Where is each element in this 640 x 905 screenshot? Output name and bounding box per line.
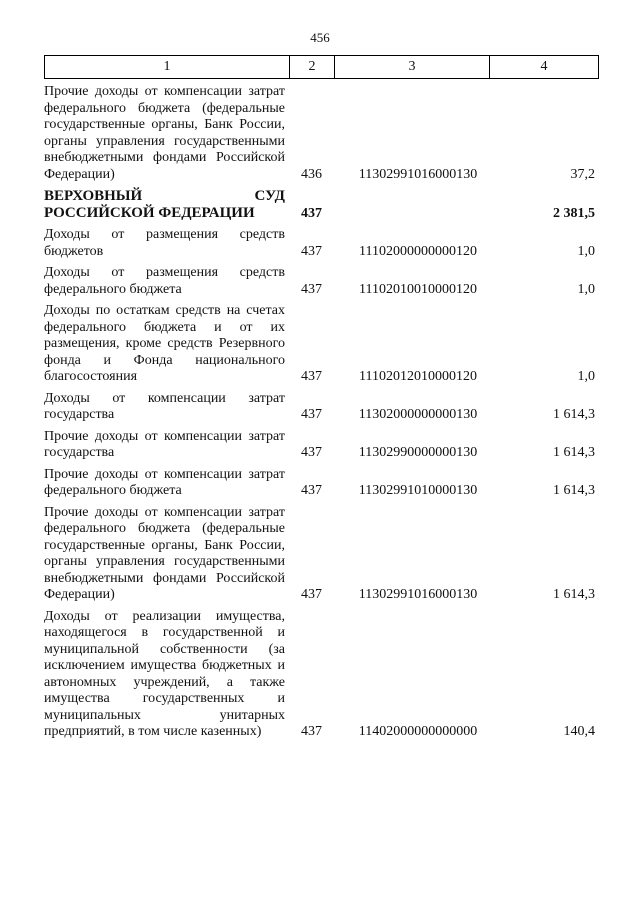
table-body (44, 84, 599, 746)
table-row (44, 227, 599, 260)
row-value: 1,0 (577, 369, 595, 384)
row-value: 37,2 (570, 166, 595, 182)
table-row (44, 265, 599, 298)
row-value: 1 614,3 (553, 483, 595, 498)
table-row (44, 303, 599, 386)
row-budget-code: 11302000000000130 (358, 407, 478, 422)
row-name: Доходы по остаткам средств на счетах федерального бюджета и от их размещения, кроме средств Резервного фонда и Фонда национального благосостояния (44, 303, 285, 384)
row-name: Доходы от размещения средств бюджетов (44, 227, 285, 259)
row-admin-code: 437 (301, 587, 322, 602)
row-name: Доходы от компенсации затрат государства (44, 390, 285, 422)
row-budget-code: 11302991016000130 (358, 166, 478, 182)
row-value: 1 614,3 (553, 445, 595, 460)
row-name: Доходы от реализации имущества, находящегося в государственной и муниципальной собственности (за исключением имущества бюджетных и автономных учреждений, а также имущества государственных и муниципальных унитарных предприятий, в том числе казенных) (44, 608, 285, 739)
header-col-4: 4 (540, 59, 548, 74)
table-row (44, 188, 599, 222)
row-budget-code: 11102010010000120 (359, 281, 477, 297)
row-budget-code: 11402000000000000 (358, 724, 478, 739)
row-name: ВЕРХОВНЫЙ СУД РОССИЙСКОЙ ФЕДЕРАЦИИ (44, 188, 285, 221)
row-budget-code: 11302990000000130 (358, 445, 478, 460)
header-col-2: 2 (290, 56, 335, 78)
header-col-3: 3 (335, 56, 490, 78)
row-name: Доходы от размещения средств федерального бюджета (44, 265, 285, 297)
row-value: 1,0 (577, 281, 595, 297)
row-value: 1 614,3 (553, 587, 595, 602)
row-admin-code: 436 (301, 166, 322, 182)
table-row (44, 391, 599, 424)
row-budget-code: 11102012010000120 (359, 369, 477, 384)
row-name: Прочие доходы от компенсации затрат федерального бюджета (федеральные государственные органы, Банк России, органы управления государственными внебюджетными фондами Российской Федерации) (44, 504, 285, 602)
table-row (44, 505, 599, 604)
row-admin-code: 437 (301, 483, 322, 498)
row-admin-code: 437 (301, 445, 322, 460)
row-name: Прочие доходы от компенсации затрат федерального бюджета (федеральные государственные органы, Банк России, органы управления государственными внебюджетными фондами Российской Федерации) (44, 84, 285, 182)
row-name: Прочие доходы от компенсации затрат государства (44, 428, 285, 460)
row-budget-code: 11302991010000130 (358, 483, 478, 498)
table-row (44, 84, 599, 183)
table-row (44, 429, 599, 462)
row-admin-code: 437 (301, 281, 322, 297)
row-budget-code: 11302991016000130 (358, 587, 478, 602)
row-budget-code: 11102000000000120 (359, 243, 477, 259)
row-name: Прочие доходы от компенсации затрат федерального бюджета (44, 466, 285, 498)
table-row (44, 467, 599, 500)
row-value: 1 614,3 (553, 407, 595, 422)
row-admin-code: 437 (301, 407, 322, 422)
page-number: 456 (310, 30, 330, 45)
table-header (44, 55, 599, 79)
row-admin-code: 437 (301, 243, 322, 259)
row-admin-code: 437 (301, 724, 322, 739)
row-value: 2 381,5 (553, 205, 595, 221)
row-admin-code: 437 (301, 369, 322, 384)
row-value: 1,0 (577, 243, 595, 259)
header-col-1: 1 (45, 56, 290, 78)
row-value: 140,4 (563, 724, 595, 739)
table-row (44, 609, 599, 741)
row-admin-code: 437 (301, 205, 322, 221)
